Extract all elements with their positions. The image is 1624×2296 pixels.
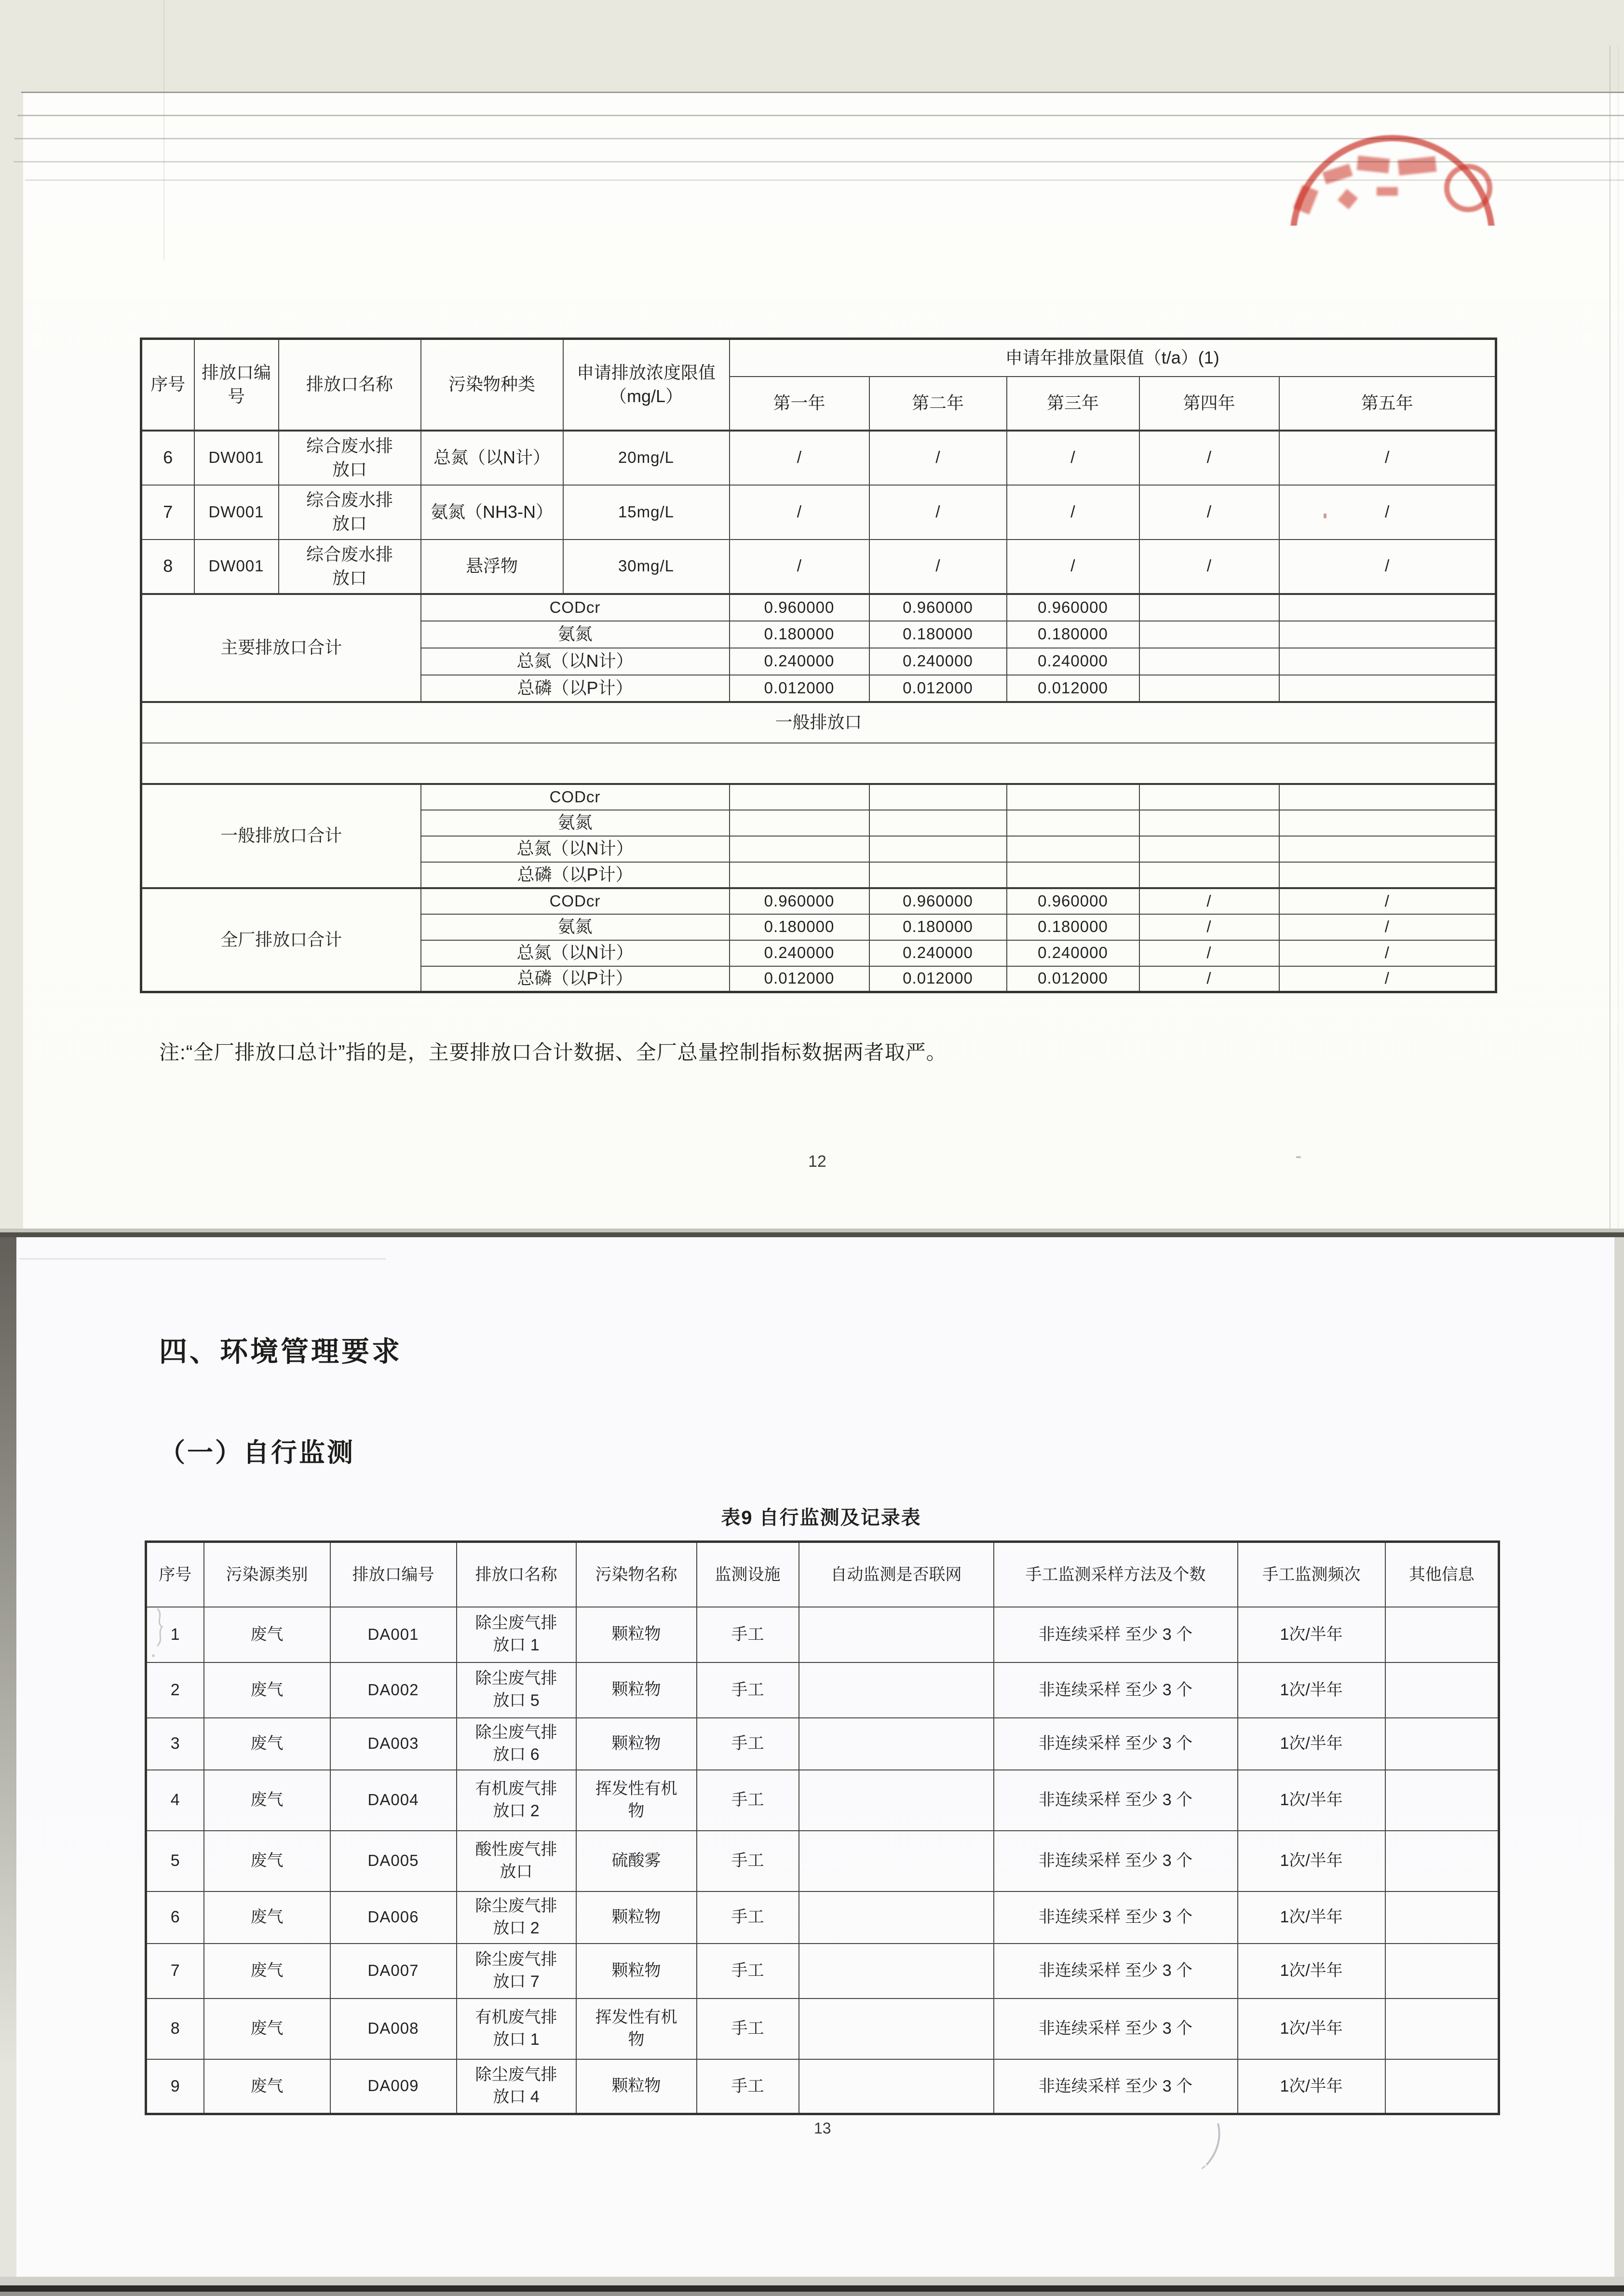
cell-code: DA003 (330, 1718, 457, 1770)
cell-limit: 30mg/L (563, 540, 730, 594)
cell-pollutant (576, 1891, 697, 1944)
cell-seq: 6 (146, 1891, 204, 1944)
outlet-name: 有机废气排放口 2 (475, 1779, 557, 1820)
cell-seq: 6 (141, 431, 194, 485)
cell-value: / (1139, 940, 1279, 966)
plant-total-label: 全厂排放口合计 (141, 888, 421, 992)
cell-other (1385, 1999, 1499, 2059)
table-row (146, 1891, 1499, 1944)
cell-frequency: 1次/半年 (1238, 1607, 1385, 1662)
main-total-label: 主要排放口合计 (141, 594, 421, 702)
sheet-edge (21, 92, 1624, 93)
cell-frequency: 1次/半年 (1238, 1944, 1385, 1999)
cell-value (1007, 862, 1139, 888)
dust-speck (1324, 513, 1326, 518)
header-manual-frequency: 手工监测频次 (1238, 1542, 1385, 1607)
outlet-name: 除尘废气排放口 6 (475, 1723, 557, 1764)
pollutant-name: 颗粒物 (611, 1625, 661, 1644)
general-total-label: 一般排放口合计 (141, 784, 421, 888)
cell-frequency: 1次/半年 (1238, 1770, 1385, 1831)
cell-value: / (1279, 888, 1496, 914)
blank-cell (141, 743, 1496, 784)
cell-year3: / (1007, 540, 1139, 594)
cell-method: 非连续采样 至少 3 个 (994, 1770, 1238, 1831)
pollutant-name: 颗粒物 (611, 1734, 661, 1753)
table-row (141, 485, 1496, 540)
cell-code: DA004 (330, 1770, 457, 1831)
cell-pollutant (576, 1770, 697, 1831)
cell-value (1139, 648, 1279, 675)
cell-outlet (457, 1891, 576, 1944)
cell-year4: / (1139, 485, 1279, 540)
cell-year4: / (1139, 540, 1279, 594)
cell-method: 非连续采样 至少 3 个 (994, 1662, 1238, 1718)
pen-mark (1195, 2120, 1229, 2174)
scanner-bottom-line (0, 2285, 1624, 2292)
cell-value (1279, 621, 1496, 648)
table-row (146, 1718, 1499, 1770)
cell-facility: 手工 (697, 1662, 799, 1718)
cell-other (1385, 1891, 1499, 1944)
cell-year2: / (869, 431, 1007, 485)
cell-value: 0.180000 (869, 914, 1007, 940)
page-divider-shadow (0, 1229, 1624, 1232)
cell-other (1385, 1607, 1499, 1662)
cell-value: 0.180000 (730, 914, 869, 940)
scanner-edge-left (0, 1237, 16, 2277)
cell-source: 废气 (204, 1662, 330, 1718)
page-number-12: 12 (808, 1152, 826, 1171)
cell-value: 0.240000 (869, 648, 1007, 675)
cell-year2: / (869, 540, 1007, 594)
header-pollutant-name: 污染物名称 (576, 1542, 697, 1607)
cell-value (1139, 836, 1279, 862)
cell-code: DW001 (194, 540, 279, 594)
cell-code: DA005 (330, 1831, 457, 1891)
cell-seq: 3 (146, 1718, 204, 1770)
outlet-name: 除尘废气排放口 2 (475, 1896, 557, 1937)
pollutant-name: 颗粒物 (611, 1961, 661, 1980)
cell-seq: 8 (141, 540, 194, 594)
cell-value: / (1139, 966, 1279, 992)
cell-pollutant (576, 1999, 697, 2059)
cell-value (730, 862, 869, 888)
cell-other (1385, 2059, 1499, 2114)
cell-value: 0.960000 (730, 594, 869, 621)
cell-facility: 手工 (697, 1891, 799, 1944)
cell-source: 废气 (204, 1718, 330, 1770)
cell-pollutant: CODcr (421, 594, 730, 621)
scan-seam (163, 0, 164, 260)
cell-value: 0.180000 (1007, 621, 1139, 648)
cell-value: 0.240000 (730, 648, 869, 675)
header-outlet-code (194, 339, 279, 431)
plant-total-row (141, 888, 1496, 914)
cell-pollutant (576, 1662, 697, 1718)
table-header-row (146, 1542, 1499, 1607)
cell-seq: 8 (146, 1999, 204, 2059)
cell-limit: 20mg/L (563, 431, 730, 485)
cell-value (730, 784, 869, 810)
cell-auto (799, 1718, 994, 1770)
scanner-bottom-edge (0, 2292, 1624, 2296)
cell-code: DA008 (330, 1999, 457, 2059)
outlet-name: 有机废气排放口 1 (475, 2008, 557, 2049)
smudge-mark (143, 1606, 181, 1663)
scan-streak (19, 1258, 386, 1259)
header-outlet-name: 排放口名称 (279, 339, 421, 431)
cell-value: 0.180000 (869, 621, 1007, 648)
cell-value (1139, 594, 1279, 621)
cell-year2: / (869, 485, 1007, 540)
cell-value (730, 810, 869, 836)
cell-pollutant (576, 2059, 697, 2114)
cell-value (1139, 810, 1279, 836)
cell-pollutant: CODcr (421, 784, 730, 810)
header-label: 排放口编号 (201, 363, 271, 406)
cell-seq: 9 (146, 2059, 204, 2114)
cell-pollutant (576, 1718, 697, 1770)
cell-year5: / (1279, 485, 1496, 540)
cell-value (1279, 836, 1496, 862)
cell-frequency: 1次/半年 (1238, 1831, 1385, 1891)
cell-value (869, 836, 1007, 862)
scanner-bottom-band (0, 2277, 1624, 2285)
cell-value (869, 784, 1007, 810)
cell-pollutant: CODcr (421, 888, 730, 914)
cell-value: / (1139, 888, 1279, 914)
cell-year5: / (1279, 431, 1496, 485)
cell-value (1007, 836, 1139, 862)
cell-pollutant: 氨氮 (421, 914, 730, 940)
cell-code: DA001 (330, 1607, 457, 1662)
table-row (146, 1944, 1499, 1999)
pollutant-name: 颗粒物 (611, 1680, 661, 1699)
scanner-edge-right (1614, 1237, 1624, 2277)
cell-value: / (1279, 940, 1496, 966)
header-year-2: 第二年 (869, 377, 1007, 431)
table-title: 表9 自行监测及记录表 (721, 1507, 921, 1528)
cell-auto (799, 1831, 994, 1891)
cell-value: 0.960000 (1007, 888, 1139, 914)
cell-other (1385, 1718, 1499, 1770)
header-year-5: 第五年 (1279, 377, 1496, 431)
cell-outlet (457, 1944, 576, 1999)
header-pollutant-type: 污染物种类 (421, 339, 563, 431)
cell-outlet (457, 2059, 576, 2114)
sheet-edge (25, 179, 1624, 181)
general-total-row (141, 784, 1496, 810)
cell-pollutant: 氨氮 (421, 621, 730, 648)
cell-facility: 手工 (697, 1718, 799, 1770)
header-annual-limit-group: 申请年排放量限值（t/a）(1) (730, 339, 1496, 377)
conc-limit-label: 申请排放浓度限值 (576, 363, 716, 383)
cell-method: 非连续采样 至少 3 个 (994, 1999, 1238, 2059)
cell-seq: 1 (146, 1607, 204, 1662)
cell-value (1279, 648, 1496, 675)
table-row (146, 1770, 1499, 1831)
cell-value: 0.960000 (1007, 594, 1139, 621)
cell-pollutant: 总氮（以N计） (421, 836, 730, 862)
cell-facility: 手工 (697, 1831, 799, 1891)
cell-pollutant: 总氮（以N计） (421, 940, 730, 966)
outlet-name: 综合废水排放口 (306, 435, 393, 479)
cell-value: 0.012000 (730, 966, 869, 992)
cell-value (1279, 594, 1496, 621)
table-row (146, 2059, 1499, 2114)
cell-value: 0.012000 (869, 675, 1007, 702)
table-note: 注:“全厂排放口总计”指的是，主要排放口合计数据、全厂总量控制指标数据两者取严。 (159, 1041, 947, 1064)
page-stack-edge (1618, 46, 1619, 1233)
cell-name (279, 540, 421, 594)
cell-value: 0.012000 (1007, 675, 1139, 702)
header-year-1: 第一年 (730, 377, 869, 431)
cell-frequency: 1次/半年 (1238, 1718, 1385, 1770)
cell-auto (799, 1891, 994, 1944)
header-monitor-facility: 监测设施 (697, 1542, 799, 1607)
cell-code: DW001 (194, 485, 279, 540)
sheet-edge (14, 161, 1624, 162)
cell-value (869, 862, 1007, 888)
cell-seq: 2 (146, 1662, 204, 1718)
cell-outlet (457, 1607, 576, 1662)
cell-frequency: 1次/半年 (1238, 2059, 1385, 2114)
cell-pollutant (576, 1607, 697, 1662)
cell-outlet (457, 1999, 576, 2059)
cell-year1: / (730, 485, 869, 540)
cell-value: 0.012000 (730, 675, 869, 702)
cell-frequency: 1次/半年 (1238, 1662, 1385, 1718)
cell-value: 0.180000 (730, 621, 869, 648)
cell-value: 0.012000 (1007, 966, 1139, 992)
cell-source: 废气 (204, 1770, 330, 1831)
cell-auto (799, 2059, 994, 2114)
cell-seq: 7 (146, 1944, 204, 1999)
cell-pollutant: 氨氮（NH3-N） (421, 485, 563, 540)
cell-pollutant: 总氮（以N计） (421, 431, 563, 485)
pollutant-name: 挥发性有机物 (595, 1779, 677, 1820)
cell-outlet (457, 1831, 576, 1891)
cell-seq: 7 (141, 485, 194, 540)
cell-method: 非连续采样 至少 3 个 (994, 1944, 1238, 1999)
cell-value: 0.960000 (869, 888, 1007, 914)
cell-year4: / (1139, 431, 1279, 485)
table-row (146, 1999, 1499, 2059)
cell-auto (799, 1770, 994, 1831)
cell-value (1007, 784, 1139, 810)
cell-value: / (1279, 966, 1496, 992)
cell-value: 0.960000 (730, 888, 869, 914)
cell-value: 0.240000 (869, 940, 1007, 966)
header-source-type: 污染源类别 (204, 1542, 330, 1607)
general-outlet-banner: 一般排放口 (141, 702, 1496, 743)
cell-other (1385, 1944, 1499, 1999)
cell-pollutant: 总磷（以P计） (421, 675, 730, 702)
cell-method: 非连续采样 至少 3 个 (994, 2059, 1238, 2114)
cell-seq: 5 (146, 1831, 204, 1891)
cell-source: 废气 (204, 1607, 330, 1662)
cell-year3: / (1007, 485, 1139, 540)
cell-value: 0.180000 (1007, 914, 1139, 940)
header-seq: 序号 (146, 1542, 204, 1607)
cell-pollutant: 总氮（以N计） (421, 648, 730, 675)
cell-value: 0.240000 (730, 940, 869, 966)
cell-name (279, 431, 421, 485)
header-manual-method: 手工监测采样方法及个数 (994, 1542, 1238, 1607)
outlet-name: 酸性废气排放口 (475, 1840, 557, 1881)
cell-auto (799, 1999, 994, 2059)
page-number-13: 13 (814, 2120, 831, 2137)
cell-facility: 手工 (697, 2059, 799, 2114)
header-other-info: 其他信息 (1385, 1542, 1499, 1607)
outlet-name: 除尘废气排放口 5 (475, 1669, 557, 1710)
cell-outlet (457, 1770, 576, 1831)
cell-method: 非连续采样 至少 3 个 (994, 1718, 1238, 1770)
header-outlet-code: 排放口编号 (330, 1542, 457, 1607)
cell-pollutant: 氨氮 (421, 810, 730, 836)
cell-year1: / (730, 540, 869, 594)
cell-facility: 手工 (697, 1607, 799, 1662)
cell-source: 废气 (204, 1891, 330, 1944)
section-heading: 四、环境管理要求 (159, 1336, 403, 1367)
table-row (141, 431, 1496, 485)
cell-value (1279, 862, 1496, 888)
cell-other (1385, 1770, 1499, 1831)
cell-outlet (457, 1662, 576, 1718)
cell-frequency: 1次/半年 (1238, 1999, 1385, 2059)
header-year-4: 第四年 (1139, 377, 1279, 431)
cell-value (1279, 810, 1496, 836)
outlet-name: 除尘废气排放口 1 (475, 1614, 557, 1654)
cell-other (1385, 1831, 1499, 1891)
cell-year1: / (730, 431, 869, 485)
cell-source: 废气 (204, 1944, 330, 1999)
cell-value (1139, 862, 1279, 888)
cell-source: 废气 (204, 1831, 330, 1891)
cell-value (869, 810, 1007, 836)
cell-pollutant (576, 1831, 697, 1891)
cell-method: 非连续采样 至少 3 个 (994, 1831, 1238, 1891)
dust-speck (1296, 1156, 1301, 1158)
cell-seq: 4 (146, 1770, 204, 1831)
cell-auto (799, 1607, 994, 1662)
cell-code: DW001 (194, 431, 279, 485)
cell-value: 0.960000 (869, 594, 1007, 621)
cell-value: 0.012000 (869, 966, 1007, 992)
cell-outlet (457, 1718, 576, 1770)
outlet-name: 除尘废气排放口 4 (475, 2065, 557, 2106)
cell-value: 0.240000 (1007, 940, 1139, 966)
cell-pollutant: 悬浮物 (421, 540, 563, 594)
cell-auto (799, 1944, 994, 1999)
cell-auto (799, 1662, 994, 1718)
cell-value (1139, 621, 1279, 648)
cell-facility: 手工 (697, 1770, 799, 1831)
header-conc-limit (563, 339, 730, 431)
cell-method: 非连续采样 至少 3 个 (994, 1607, 1238, 1662)
cell-frequency: 1次/半年 (1238, 1891, 1385, 1944)
cell-value (1139, 784, 1279, 810)
cell-code: DA006 (330, 1891, 457, 1944)
cell-value: 0.240000 (1007, 648, 1139, 675)
header-auto-networked: 自动监测是否联网 (799, 1542, 994, 1607)
main-total-row (141, 594, 1496, 621)
pollutant-name: 颗粒物 (611, 2076, 661, 2095)
emission-limits-table (140, 338, 1497, 993)
table-row (146, 1607, 1499, 1662)
cell-other (1385, 1662, 1499, 1718)
cell-method: 非连续采样 至少 3 个 (994, 1891, 1238, 1944)
cell-value (730, 836, 869, 862)
outlet-name: 除尘废气排放口 7 (475, 1950, 557, 1991)
cell-code: DA009 (330, 2059, 457, 2114)
subsection-heading: （一）自行监测 (159, 1438, 355, 1467)
cell-code: DA002 (330, 1662, 457, 1718)
cell-facility: 手工 (697, 1999, 799, 2059)
conc-limit-unit: （mg/L） (609, 386, 683, 406)
cell-pollutant: 总磷（以P计） (421, 966, 730, 992)
cell-value (1139, 675, 1279, 702)
general-outlet-banner-row (141, 702, 1496, 743)
blank-row (141, 743, 1496, 784)
cell-value (1007, 810, 1139, 836)
cell-limit: 15mg/L (563, 485, 730, 540)
page-divider (0, 1232, 1624, 1237)
table-header-row (141, 339, 1496, 377)
outlet-name: 综合废水排放口 (306, 490, 393, 533)
cell-value: / (1279, 914, 1496, 940)
header-outlet-name: 排放口名称 (457, 1542, 576, 1607)
self-monitoring-table (145, 1540, 1500, 2115)
cell-pollutant (576, 1944, 697, 1999)
pollutant-name: 颗粒物 (611, 1907, 661, 1926)
outlet-name: 综合废水排放口 (306, 544, 393, 588)
cell-source: 废气 (204, 2059, 330, 2114)
cell-source: 废气 (204, 1999, 330, 2059)
pollutant-name: 硫酸雾 (611, 1851, 661, 1870)
cell-value: / (1139, 914, 1279, 940)
cell-pollutant: 总磷（以P计） (421, 862, 730, 888)
sheet-edge (17, 115, 1624, 116)
table-row (146, 1662, 1499, 1718)
header-seq: 序号 (141, 339, 194, 431)
table-row (141, 540, 1496, 594)
sheet-edge (14, 138, 1624, 139)
cell-year5: / (1279, 540, 1496, 594)
table-row (146, 1831, 1499, 1891)
pollutant-name: 挥发性有机物 (595, 2008, 677, 2049)
cell-name (279, 485, 421, 540)
cell-code: DA007 (330, 1944, 457, 1999)
cell-facility: 手工 (697, 1944, 799, 1999)
header-year-3: 第三年 (1007, 377, 1139, 431)
cell-value (1279, 675, 1496, 702)
cell-value (1279, 784, 1496, 810)
cell-year3: / (1007, 431, 1139, 485)
